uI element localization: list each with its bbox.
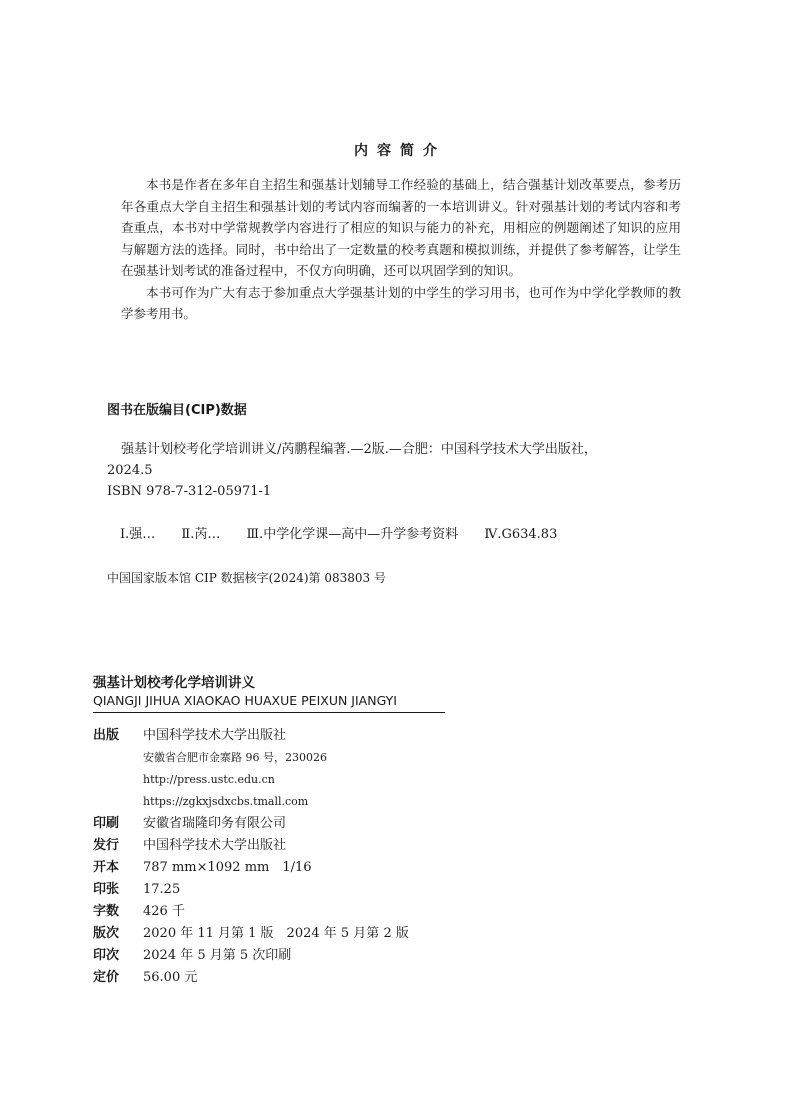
edition-label: 版次	[93, 926, 120, 941]
summary-paragraph: 本书可作为广大有志于参加重点大学强基计划的中学生的学习用书，也可作为中学化学教师的教学参考用书。	[121, 284, 681, 321]
distributor-row	[93, 835, 409, 857]
summary-body	[121, 174, 681, 325]
cip-title-line: 强基计划校考化学培训讲义/芮鹏程编著.—2版.—合肥：中国科学技术大学出版社，	[121, 442, 597, 457]
price-row	[93, 967, 409, 989]
edition-value: 2020 年 11 月第 1 版 2024 年 5 月第 2 版	[143, 926, 409, 941]
price-value: 56.00 元	[143, 970, 198, 985]
isbn: ISBN 978-7-312-05971-1	[107, 484, 272, 499]
publisher-address: 安徽省合肥市金寨路 96 号，230026	[143, 751, 327, 764]
publisher-url: http://press.ustc.edu.cn	[143, 773, 275, 786]
classification-item: Ⅳ.G634.83	[484, 527, 558, 542]
publisher-row	[93, 725, 409, 813]
format-row	[93, 857, 409, 879]
summary-title: 内容简介	[354, 143, 446, 159]
format-label: 开本	[93, 860, 120, 875]
format-value: 787 mm×1092 mm 1/16	[143, 860, 312, 875]
edition-row	[93, 923, 409, 945]
sheets-label: 印张	[93, 882, 120, 897]
words-label: 字数	[93, 904, 120, 919]
words-row	[93, 901, 409, 923]
classification-item: Ⅲ.中学化学课—高中—升学参考资料	[246, 527, 459, 542]
book-title: 强基计划校考化学培训讲义	[93, 675, 255, 691]
distributor-label: 发行	[93, 838, 120, 853]
price-label: 定价	[93, 970, 120, 985]
sheets-value: 17.25	[143, 882, 181, 897]
cip-heading: 图书在版编目(CIP)数据	[107, 403, 247, 418]
cip-date-line: 2024.5	[107, 463, 153, 478]
classification-item: Ⅱ.芮…	[181, 527, 221, 542]
sheets-row	[93, 879, 409, 901]
summary-paragraph: 本书是作者在多年自主招生和强基计划辅导工作经验的基础上，结合强基计划改革要点，参考历年各重点大学自主招生和强基计划的考试内容而编著的一本培训讲义。针对强基计划的考试内容和考查重点，本书对中学常规教学内容进行了相应的知识与能力的补充，用相应的例题阐述了知识的应用与解题方法的选择。同时，书中给出了一定数量的校考真题和模拟训练，并提供了参考解答，让学生在强基计划考试的准备过程中，不仅方向明确，还可以巩固学到的知识。	[121, 177, 681, 278]
publisher-store-url: https://zgkxjsdxcbs.tmall.com	[143, 795, 309, 808]
impression-value: 2024 年 5 月第 5 次印刷	[143, 948, 292, 963]
publication-info	[93, 725, 409, 989]
printer-name: 安徽省瑞隆印务有限公司	[143, 816, 287, 831]
impression-label: 印次	[93, 948, 120, 963]
cip-record	[107, 439, 701, 481]
distributor-name: 中国科学技术大学出版社	[143, 838, 287, 853]
publisher-name: 中国科学技术大学出版社	[143, 728, 287, 743]
words-value: 426 千	[143, 904, 185, 919]
impression-row	[93, 945, 409, 967]
book-title-pinyin: QIANGJI JIHUA XIAOKAO HUAXUE PEIXUN JIANGYI	[93, 693, 445, 713]
cip-record-number: 中国国家版本馆 CIP 数据核字(2024)第 083803 号	[107, 571, 386, 585]
classification-item: Ⅰ.强…	[120, 527, 156, 542]
publisher-label: 出版	[93, 728, 120, 743]
printer-row	[93, 813, 409, 835]
printer-label: 印刷	[93, 816, 120, 831]
cip-classification	[120, 523, 579, 542]
